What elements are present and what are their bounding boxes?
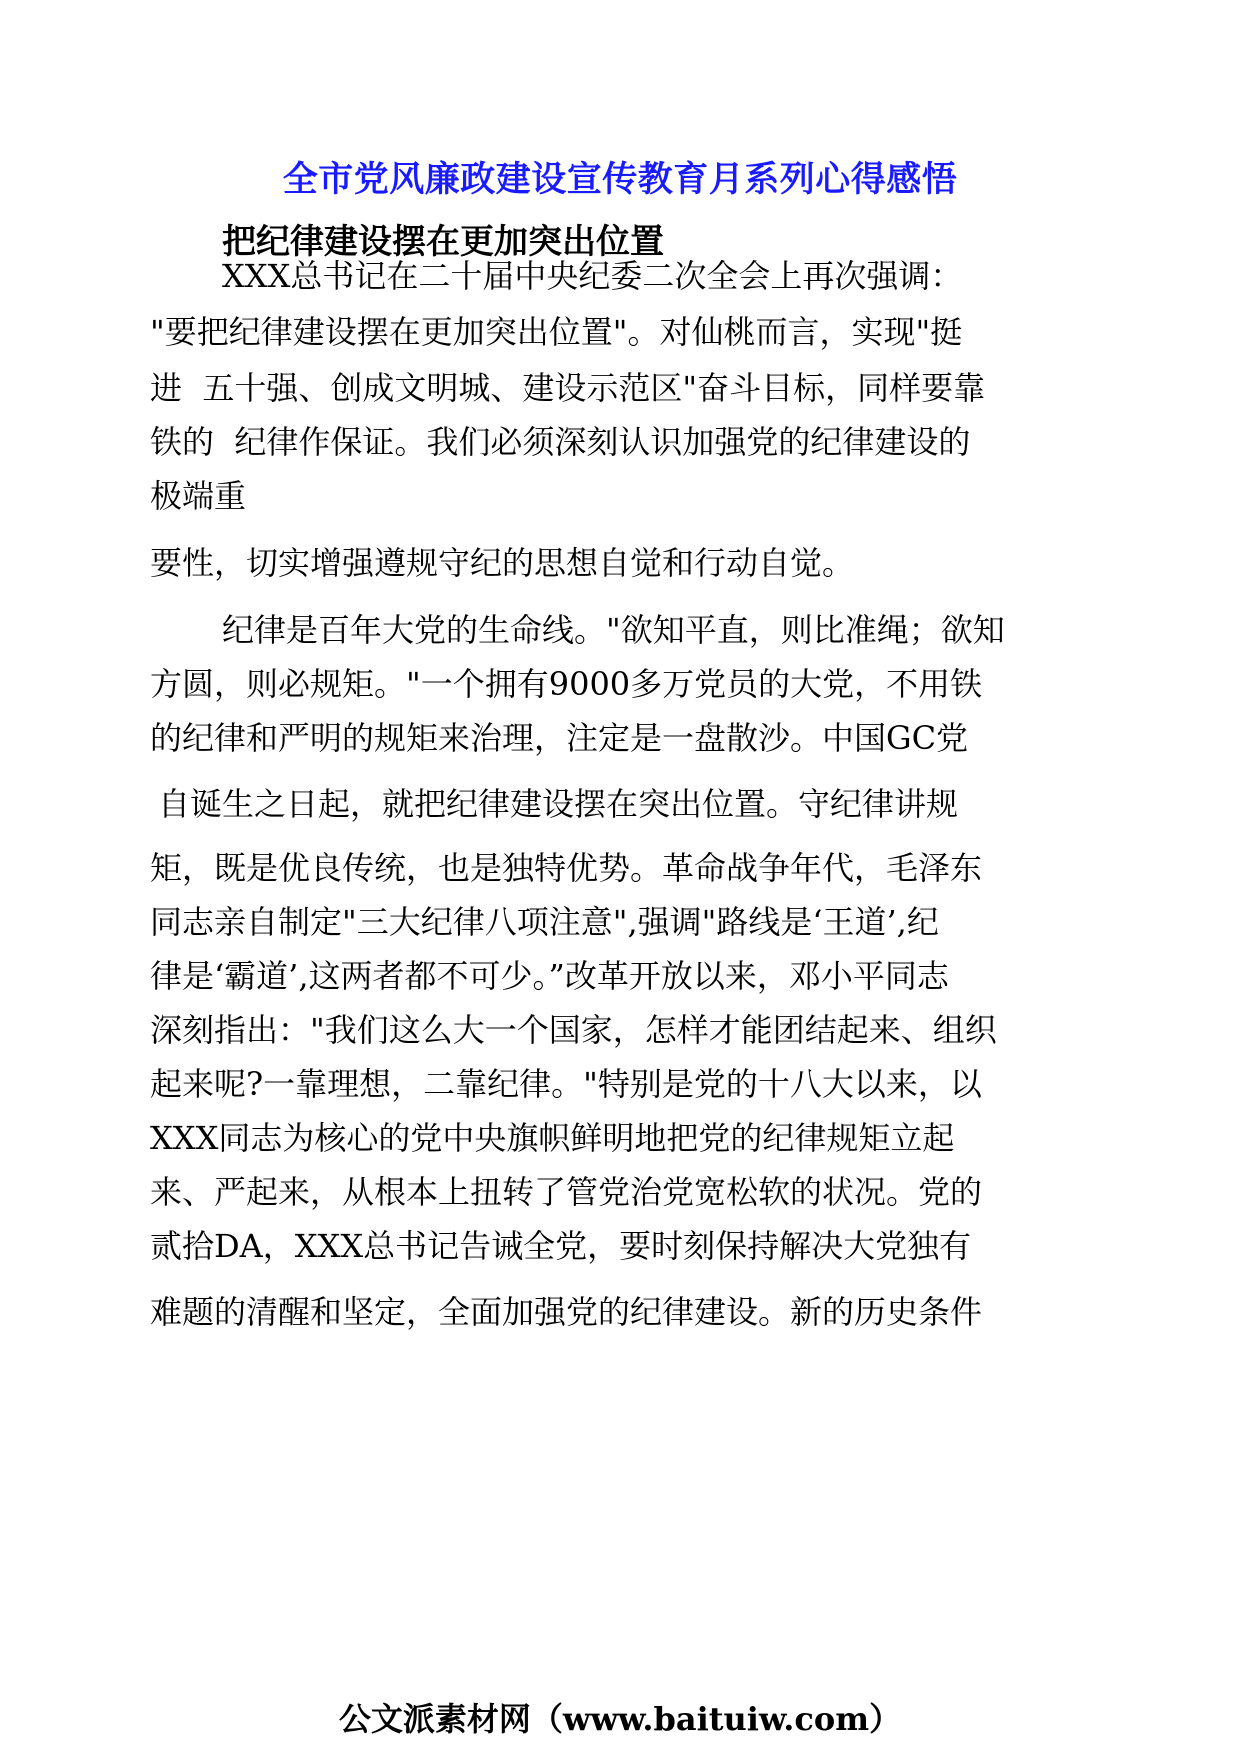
body-line: 方圆，则必规矩。"一个拥有9000多万党员的大党，不用铁 [150,665,983,703]
body-line: 自诞生之日起，就把纪律建设摆在突出位置。守纪律讲规 [158,785,959,823]
body-line: 难题的清醒和坚定，全面加强党的纪律建设。新的历史条件 [150,1293,983,1331]
footer-source: 公文派素材网（www.baituiw.com） [338,1700,902,1738]
body-line: 律是‘霸道’,这两者都不可少。”改革开放以来，邓小平同志 [150,957,949,995]
body-line: 的纪律和严明的规矩来治理，注定是一盘散沙。中国GC党 [150,719,969,757]
body-line: 来、严起来，从根本上扭转了管党治党宽松软的状况。党的 [150,1173,983,1211]
body-line: 起来呢?一靠理想，二靠纪律。"特别是党的十八大以来，以 [150,1065,982,1103]
body-line: 同志亲自制定"三大纪律八项注意",强调"路线是‘王道’,纪 [150,903,939,941]
body-line: 深刻指出："我们这么大一个国家，怎样才能团结起来、组织 [150,1011,997,1049]
body-line: 贰拾DA，XXX总书记告诫全党，要时刻保持解决大党独有 [150,1227,972,1265]
body-line: "要把纪律建设摆在更加突出位置"。对仙桃而言，实现"挺 [150,313,963,351]
page-title: 全市党风廉政建设宣传教育月系列心得感悟 [282,159,958,200]
body-line: 矩，既是优良传统，也是独特优势。革命战争年代，毛泽东 [150,849,983,887]
body-line: 铁的 纪律作保证。我们必须深刻认识加强党的纪律建设的 [150,423,971,461]
section-heading: 把纪律建设摆在更加突出位置 [222,222,664,262]
body-line: XXX同志为核心的党中央旗帜鲜明地把党的纪律规矩立起 [150,1119,955,1157]
body-line: 极端重 [150,477,247,515]
body-line: XXX总书记在二十届中央纪委二次全会上再次强调： [222,257,963,295]
body-line: 进 五十强、创成文明城、建设示范区"奋斗目标，同样要靠 [150,369,986,407]
body-line: 纪律是百年大党的生命线。"欲知平直，则比准绳；欲知 [222,611,1005,649]
body-line: 要性，切实增强遵规守纪的思想自觉和行动自觉。 [150,544,855,582]
